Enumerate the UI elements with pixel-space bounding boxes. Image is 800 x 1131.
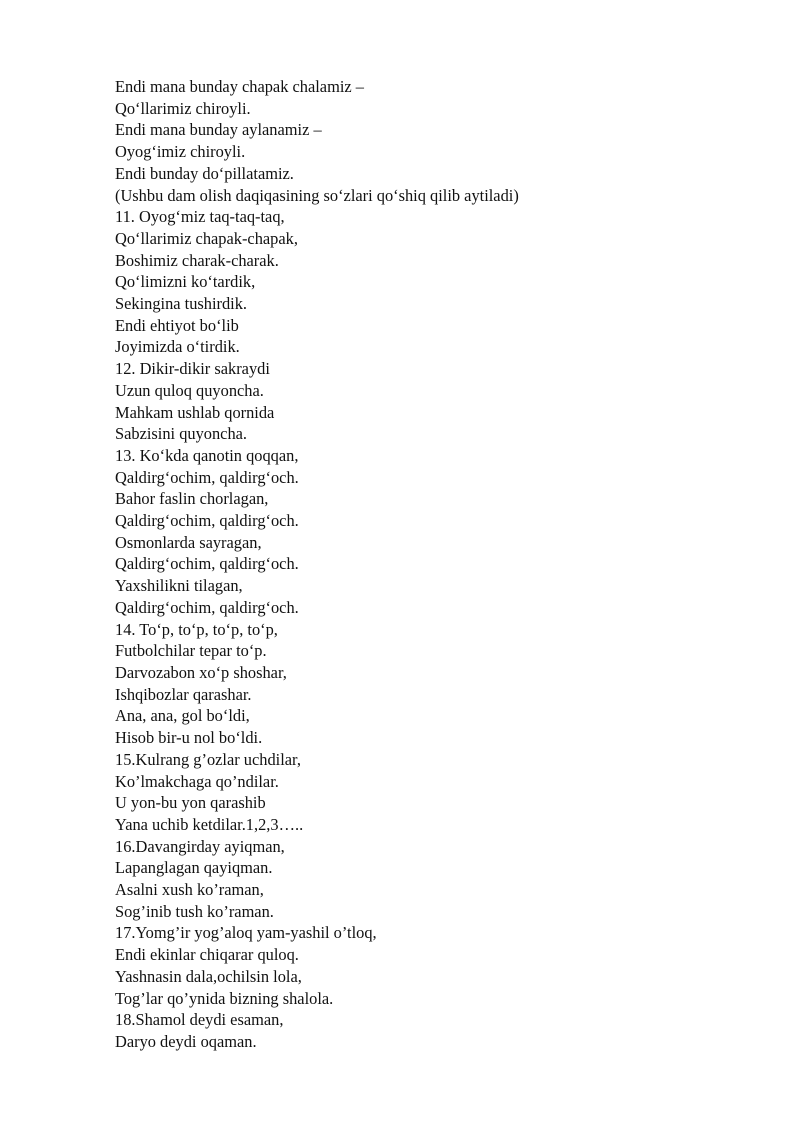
- text-line: Qaldirg‘ochim, qaldirg‘och.: [115, 511, 299, 531]
- text-line: (Ushbu dam olish daqiqasining so‘zlari qo‘shiq qilib aytiladi): [115, 185, 519, 205]
- text-line: 12. Dikir-dikir sakraydi: [115, 359, 270, 379]
- text-line: U yon-bu yon qarashib: [115, 793, 266, 813]
- text-line: 14. To‘p, to‘p, to‘p, to‘p,: [115, 619, 278, 639]
- text-line: Hisob bir-u nol bo‘ldi.: [115, 728, 263, 748]
- text-line: Lapanglagan qayiqman.: [115, 858, 273, 878]
- text-line: 11. Oyog‘miz taq-taq-taq,: [115, 207, 285, 227]
- text-line: 13. Ko‘kda qanotin qoqqan,: [115, 445, 299, 465]
- text-line: Qaldirg‘ochim, qaldirg‘och.: [115, 597, 299, 617]
- poem-text: [115, 76, 755, 1053]
- text-line: 17.Yomg’ir yog’aloq yam-yashil o’tloq,: [115, 923, 377, 943]
- text-line: Ko’lmakchaga qo’ndilar.: [115, 771, 279, 791]
- text-line: Yaxshilikni tilagan,: [115, 576, 243, 596]
- text-line: Boshimiz charak-charak.: [115, 250, 279, 270]
- text-line: Futbolchilar tepar to‘p.: [115, 641, 267, 661]
- text-line: Endi ehtiyot bo‘lib: [115, 315, 239, 335]
- text-line: Yana uchib ketdilar.1,2,3…..: [115, 814, 304, 834]
- text-line: Mahkam ushlab qornida: [115, 402, 275, 422]
- text-line: Oyog‘imiz chiroyli.: [115, 142, 246, 162]
- text-line: Bahor faslin chorlagan,: [115, 489, 269, 509]
- text-line: 15.Kulrang g’ozlar uchdilar,: [115, 749, 301, 769]
- text-line: 16.Davangirday ayiqman,: [115, 836, 285, 856]
- text-line: Yashnasin dala,ochilsin lola,: [115, 966, 302, 986]
- text-line: Qo‘limizni ko‘tardik,: [115, 272, 256, 292]
- text-line: Tog’lar qo’ynida bizning shalola.: [115, 988, 334, 1008]
- text-line: Sabzisini quyoncha.: [115, 424, 248, 444]
- text-line: Endi ekinlar chiqarar quloq.: [115, 945, 299, 965]
- text-line: Sekingina tushirdik.: [115, 294, 248, 314]
- text-line: Qo‘llarimiz chapak-chapak,: [115, 228, 298, 248]
- text-line: Daryo deydi oqaman.: [115, 1031, 257, 1051]
- text-line: Darvozabon xo‘p shoshar,: [115, 662, 287, 682]
- text-line: Qo‘llarimiz chiroyli.: [115, 98, 251, 118]
- text-line: Qaldirg‘ochim, qaldirg‘och.: [115, 467, 299, 487]
- text-line: Qaldirg‘ochim, qaldirg‘och.: [115, 554, 299, 574]
- text-line: Ishqibozlar qarashar.: [115, 684, 252, 704]
- text-line: Osmonlarda sayragan,: [115, 532, 262, 552]
- text-line: Uzun quloq quyoncha.: [115, 380, 264, 400]
- text-line: Sog’inib tush ko’raman.: [115, 901, 274, 921]
- text-line: Endi bunday do‘pillatamiz.: [115, 163, 294, 183]
- text-line: Endi mana bunday chapak chalamiz –: [115, 77, 364, 96]
- text-line: Endi mana bunday aylanamiz –: [115, 120, 322, 140]
- text-line: Ana, ana, gol bo‘ldi,: [115, 706, 250, 726]
- text-line: 18.Shamol deydi esaman,: [115, 1010, 284, 1030]
- text-line: Joyimizda o‘tirdik.: [115, 337, 240, 357]
- text-line: Asalni xush ko’raman,: [115, 880, 264, 900]
